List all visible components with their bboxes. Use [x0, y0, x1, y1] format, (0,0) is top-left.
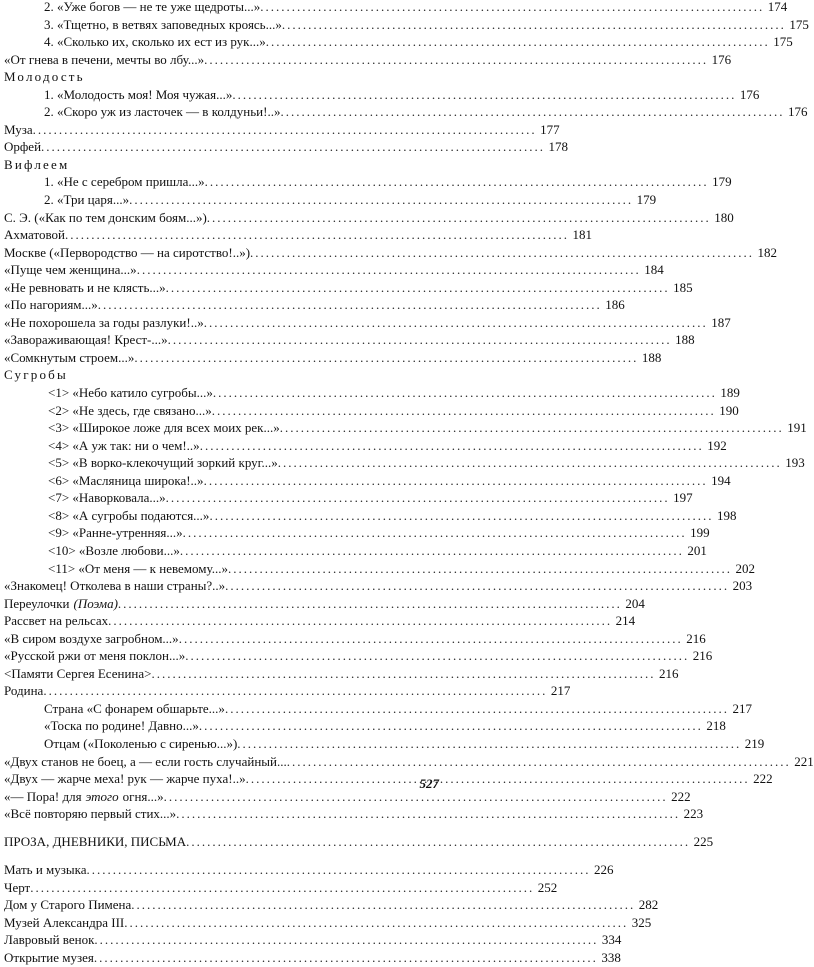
toc-entry — [4, 68, 450, 86]
toc-entry — [4, 244, 778, 262]
dot-leader — [176, 805, 680, 823]
dot-leader — [200, 437, 704, 455]
toc-entry — [4, 209, 734, 227]
toc-entry-title: <10> «Возле любови...» — [48, 542, 180, 558]
dot-leader — [260, 0, 764, 16]
toc-page-number: 225 — [693, 833, 714, 849]
dot-leader — [137, 261, 641, 279]
toc-page-number: 214 — [615, 613, 636, 629]
toc-entry — [4, 717, 726, 735]
toc-entry — [4, 931, 622, 949]
toc-entry — [4, 560, 755, 578]
toc-entry-title: «Русской ржи от меня поклон...» — [4, 648, 186, 664]
toc-entry — [4, 454, 805, 472]
dot-leader — [212, 402, 716, 420]
dot-leader — [166, 489, 670, 507]
toc-page-number: 325 — [631, 914, 652, 930]
toc-page-number: 192 — [707, 437, 727, 453]
toc-entry-title: «От гнева в печени, мечты во лбу...» — [4, 51, 205, 67]
toc-entry-title: Ахматовой — [4, 227, 65, 243]
toc-entry — [4, 16, 809, 34]
toc-entry — [4, 595, 645, 613]
dot-leader — [207, 209, 711, 227]
dot-leader — [287, 753, 791, 771]
toc-entry-title: <4> «А уж так: ни о чем!..» — [48, 437, 200, 453]
dot-leader — [41, 138, 545, 156]
toc-entry-title: «Всё повторяю первый стих...» — [4, 806, 177, 822]
toc-page-number: 179 — [712, 174, 732, 190]
dot-leader — [131, 896, 635, 914]
toc-page-number: 199 — [690, 525, 710, 541]
toc-page-number: 176 — [711, 51, 732, 67]
toc-entry-title: Черт — [4, 879, 31, 895]
toc-entry — [4, 612, 636, 630]
dot-leader — [43, 682, 547, 700]
toc-section-heading: Сугробы — [4, 367, 68, 383]
toc-entry-title-tail: огня...» — [122, 788, 164, 804]
toc-page-number: 182 — [757, 244, 778, 260]
toc-entry — [4, 949, 621, 967]
toc-page-number: 198 — [716, 507, 737, 523]
toc-page-number: 175 — [789, 16, 809, 32]
toc-entry-title: <11> «От меня — к невемому...» — [48, 560, 228, 576]
dot-leader — [246, 770, 750, 788]
toc-entry-title: С. Э. («Как по тем донским боям...») — [4, 209, 207, 225]
toc-entry-title: <6> «Масляница широка!..» — [48, 472, 204, 488]
dot-leader — [225, 577, 729, 595]
dot-leader — [179, 630, 683, 648]
toc-entry-title: Лавровый венок — [4, 932, 95, 948]
toc-page-number: 180 — [714, 209, 734, 225]
toc-page-number: 226 — [594, 862, 614, 878]
toc-entry — [4, 226, 592, 244]
toc-entry — [4, 577, 753, 595]
toc-entry — [4, 682, 571, 700]
toc-entry — [4, 735, 765, 753]
toc-page-number: 338 — [601, 949, 621, 965]
toc-entry — [4, 861, 614, 879]
dot-leader — [118, 595, 622, 613]
dot-leader — [282, 16, 786, 34]
toc-page-number: 181 — [572, 227, 592, 243]
toc-entry-title: <1> «Небо катило сугробы...» — [48, 385, 213, 401]
toc-page-number: 282 — [638, 897, 659, 913]
toc-entry-title: <Памяти Сергея Есенина> — [4, 665, 152, 681]
toc-entry-title: Открытие музея — [4, 949, 94, 965]
toc-entry-title: <7> «Наворковала...» — [48, 490, 166, 506]
dot-leader — [180, 542, 684, 560]
toc-entry — [4, 489, 693, 507]
dot-leader — [204, 51, 708, 69]
toc-entry — [4, 296, 625, 314]
toc-entry-title: Муза — [4, 121, 33, 137]
toc-entry-italic: (Поэма) — [73, 595, 118, 611]
toc-entry-title: <3> «Широкое ложе для всех моих рек...» — [48, 420, 280, 436]
toc-page-number: 201 — [687, 542, 707, 558]
toc-entry-title: Орфей — [4, 139, 42, 155]
toc-page-number: 216 — [692, 648, 713, 664]
toc-entry-title: «По нагориям...» — [4, 297, 98, 313]
dot-leader — [87, 861, 591, 879]
toc-page-number: 174 — [767, 0, 788, 14]
toc-entry-title: 2. «Три царя...» — [44, 192, 130, 208]
dot-leader — [164, 788, 668, 806]
toc-page-number: 194 — [711, 472, 731, 488]
toc-page-number: 252 — [537, 879, 558, 895]
toc-entry — [4, 788, 691, 806]
toc-entry-title: <2> «Не здесь, где связано...» — [48, 402, 212, 418]
toc-entry — [4, 86, 760, 104]
toc-page-number: 185 — [673, 279, 693, 295]
toc-entry-title: «Двух — жарче меха! рук — жарче пуха!..» — [4, 771, 246, 787]
dot-leader — [134, 349, 638, 367]
toc-entry-title: «— Пора! для — [4, 788, 82, 804]
toc-page-number: 178 — [548, 139, 569, 155]
toc-page-number: 222 — [753, 771, 773, 787]
dot-leader — [129, 191, 633, 209]
toc-entry — [4, 437, 727, 455]
toc-entry — [4, 472, 731, 490]
toc-entry — [4, 833, 714, 851]
toc-entry — [4, 896, 659, 914]
toc-entry-title: <8> «А сугробы подаются...» — [48, 507, 210, 523]
toc-entry — [4, 419, 807, 437]
toc-page-number: 176 — [787, 104, 808, 120]
toc-entry-title: Рассвет на рельсах — [4, 613, 109, 629]
dot-leader — [186, 833, 690, 851]
toc-entry — [4, 121, 560, 139]
toc-page-number: 217 — [732, 700, 752, 716]
toc-page-number: 221 — [794, 753, 814, 769]
toc-entry — [4, 331, 695, 349]
toc-entry-title: 3. «Тщетно, в ветвях заповедных кроясь...» — [44, 16, 282, 32]
toc-entry — [4, 51, 732, 69]
toc-entry-title: «Не похорошела за годы разлуки!..» — [4, 314, 204, 330]
toc-entry — [4, 314, 731, 332]
toc-entry-title: Страна «С фонарем обшарьте...» — [44, 700, 225, 716]
toc-entry-title: <9> «Ранне-утренняя...» — [48, 525, 183, 541]
toc-entry — [4, 402, 739, 420]
dot-leader — [209, 507, 713, 525]
toc-entry — [4, 366, 450, 384]
toc-page-number: 179 — [636, 192, 657, 208]
dot-leader — [166, 279, 670, 297]
toc-entry — [4, 647, 713, 665]
dot-leader — [280, 419, 784, 437]
toc-entry — [4, 524, 710, 542]
toc-entry-title: 4. «Сколько их, сколько их ест из рук...» — [44, 34, 266, 50]
toc-entry-title: Переулочки — [4, 595, 70, 611]
toc-entry-title: 2. «Уже богов — не те уже щедроты...» — [44, 0, 261, 14]
toc-entry — [4, 805, 704, 823]
dot-leader — [204, 314, 708, 332]
dot-leader — [225, 700, 729, 718]
dot-leader — [280, 103, 784, 121]
toc-page-number: 176 — [739, 86, 760, 102]
dot-leader — [232, 86, 736, 104]
toc-entry-title: «Двух станов не боец, а — если гость случайный... — [4, 753, 287, 769]
toc-entry-title: «В сиром воздухе загробном...» — [4, 630, 179, 646]
toc-entry-title: Музей Александра III — [4, 914, 125, 930]
toc-entry-title: «Пуще чем женщина...» — [4, 262, 137, 278]
toc-entry-title: ПРОЗА, ДНЕВНИКИ, ПИСЬМА — [4, 833, 187, 849]
toc-entry-title: «Знакомец! Отколева в наши страны?..» — [4, 578, 226, 594]
dot-leader — [168, 331, 672, 349]
toc-page-number: 218 — [706, 718, 726, 734]
toc-entry — [4, 279, 693, 297]
toc-entry — [4, 384, 740, 402]
toc-entry-title: 1. «Не с серебром пришла...» — [44, 174, 205, 190]
toc-entry-title: 2. «Скоро уж из ласточек — в колдуньи!..» — [44, 104, 281, 120]
toc-entry-title: «Сомкнутым строем...» — [4, 349, 135, 365]
toc-page-number: 191 — [787, 420, 807, 436]
dot-leader — [98, 296, 602, 314]
toc-entry — [4, 0, 788, 16]
dot-leader — [237, 735, 741, 753]
toc-page-number: 187 — [711, 314, 731, 330]
toc-entry-title: «Завораживающая! Крест-...» — [4, 332, 168, 348]
toc-entry — [4, 753, 814, 771]
toc-entry — [4, 349, 662, 367]
toc-page-number: 197 — [673, 490, 693, 506]
toc-entry — [4, 700, 752, 718]
dot-leader — [266, 33, 770, 51]
toc-page-number: 204 — [625, 595, 645, 611]
toc-entry — [4, 770, 773, 788]
toc-entry-title: <5> «В ворко-клекочущий зоркий круг...» — [48, 455, 278, 471]
toc-entry-title: Москве («Первородство — на сиротство!..») — [4, 244, 251, 260]
page-number: 527 — [419, 776, 439, 791]
toc-page-number: 190 — [719, 402, 739, 418]
toc-entry — [4, 156, 450, 174]
toc-entry-title: Дом у Старого Пимена — [4, 897, 132, 913]
toc-page-number: 186 — [605, 297, 625, 313]
toc-page-number: 175 — [773, 34, 793, 50]
toc-entry — [4, 103, 808, 121]
dot-leader — [33, 121, 537, 139]
toc-entry-title: «Тоска по родине! Давно...» — [44, 718, 199, 734]
toc-entry — [4, 191, 657, 209]
toc-page-number: 216 — [686, 630, 706, 646]
toc-page-number: 193 — [785, 455, 805, 471]
toc-entry-title: Мать и музыка — [4, 862, 87, 878]
toc-entry — [4, 542, 707, 560]
toc-entry — [4, 33, 793, 51]
toc-entry-title: Отцам («Поколенью с сиренью...») — [44, 735, 238, 751]
toc-entry — [4, 261, 664, 279]
toc-entry — [4, 665, 679, 683]
toc-page-number: 334 — [601, 932, 622, 948]
toc-page-number: 223 — [683, 806, 704, 822]
dot-leader — [124, 914, 628, 932]
toc-entry — [4, 914, 652, 932]
toc-entry — [4, 173, 732, 191]
toc-page-number: 222 — [671, 788, 691, 804]
dot-leader — [228, 560, 732, 578]
toc-page-number: 184 — [644, 262, 664, 278]
toc-section-heading: Молодость — [4, 69, 85, 85]
toc-page-number: 189 — [720, 385, 740, 401]
dot-leader — [185, 647, 689, 665]
dot-leader — [250, 244, 754, 262]
toc-entry-title: «Не ревновать и не клясть...» — [4, 279, 166, 295]
toc-entry — [4, 630, 706, 648]
dot-leader — [30, 879, 534, 897]
toc-entry — [4, 507, 737, 525]
toc-page-number: 216 — [658, 665, 679, 681]
dot-leader — [183, 524, 687, 542]
dot-leader — [108, 612, 612, 630]
toc-page-number: 188 — [641, 349, 662, 365]
dot-leader — [65, 226, 569, 244]
toc-entry-title: 1. «Молодость моя! Моя чужая...» — [44, 86, 233, 102]
toc-page-number: 217 — [550, 683, 571, 699]
dot-leader — [151, 665, 655, 683]
dot-leader — [205, 173, 709, 191]
toc-page-number: 219 — [744, 735, 765, 751]
table-of-contents — [4, 0, 814, 967]
toc-entry — [4, 138, 569, 156]
toc-section-heading: Вифлеем — [4, 156, 70, 172]
dot-leader — [199, 717, 703, 735]
toc-entry-title: Родина — [4, 683, 44, 699]
toc-page-number: 188 — [675, 332, 695, 348]
toc-page-number: 177 — [540, 121, 560, 137]
toc-entry-italic: этого — [85, 788, 119, 804]
dot-leader — [204, 472, 708, 490]
dot-leader — [94, 931, 598, 949]
toc-page-number: 203 — [732, 578, 753, 594]
dot-leader — [213, 384, 717, 402]
dot-leader — [278, 454, 782, 472]
toc-entry — [4, 879, 558, 897]
dot-leader — [94, 949, 598, 967]
toc-page-number: 202 — [735, 560, 755, 576]
